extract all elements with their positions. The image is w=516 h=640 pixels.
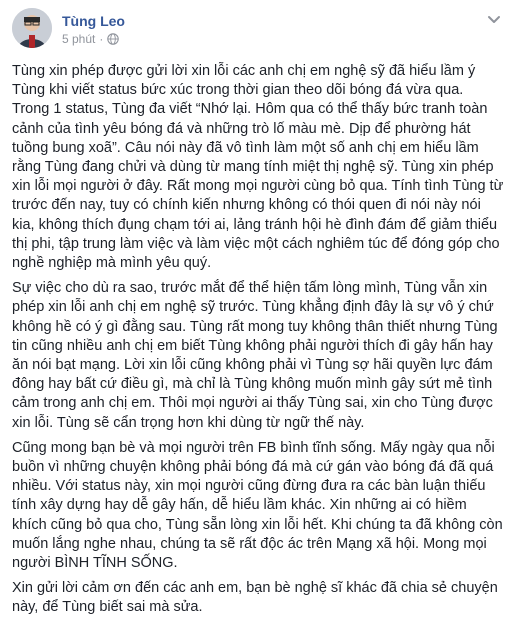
globe-icon: [107, 33, 119, 45]
meta-separator: ·: [99, 32, 104, 46]
post-time[interactable]: 5 phút: [62, 32, 96, 46]
post-meta: [62, 32, 119, 46]
post-paragraph: Sự việc cho dù ra sao, trước mắt để thể hiện tấm lòng mình, Tùng vẫn xin phép xin lỗi anh chị em nghệ sỹ trước. Tùng khẳng định đây là sự vô ý chứ không hề có ý gì đằng sau. Tùng rất mong tuy không thân thiết nhưng Tùng tin cũng nhiều anh chị em biết Tùng không phải người thích đi gây hấn hay ăn nói bạt mạng. Lời xin lỗi cũng không phải vì Tùng sợ hãi quyền lực đám đông hay bất cứ điều gì, mà chỉ là Tùng không muốn mình gây sứt mẻ tình cảm trong anh chị em. Thôi mọi người ai thấy Tùng sai, xin cho Tùng được xin lỗi. Tùng sẽ cẩn trọng hơn khi dùng từ ngữ thế này.: [12, 280, 498, 431]
chevron-down-icon[interactable]: [484, 10, 504, 30]
author-name[interactable]: Tùng Leo: [62, 13, 125, 29]
post-header: [12, 8, 504, 52]
post-paragraph: Cũng mong bạn bè và mọi người trên FB bình tĩnh sống. Mấy ngày qua nỗi buồn vì những chuyện không phải bóng đá mà cứ gán vào bóng đá đã quá nhiều. Với status này, xin mọi người cũng đừng đưa ra các bàn luận thiếu tính xây dựng hay dễ gây hấn, dễ hiểu lầm khác. Xin những ai có hiềm khích cũng bỏ qua cho, Tùng sẵn lòng xin lỗi hết. Khi chúng ta đã không còn muốn lắng nghe nhau, chúng ta sẽ rất độc ác trên Mạng xã hội. Mong mọi người BÌNH TĨNH SỐNG.: [12, 439, 503, 572]
avatar[interactable]: [12, 8, 52, 48]
post-paragraph: Xin gửi lời cảm ơn đến các anh em, bạn bè nghệ sĩ khác đã chia sẻ chuyện này, để Tùng biết sai mà sửa.: [12, 580, 498, 616]
post-content: [12, 62, 504, 624]
post-paragraph: Tùng xin phép được gửi lời xin lỗi các anh chị em nghệ sỹ đã hiểu lầm ý Tùng khi viết status bức xúc trong thời gian theo dõi bóng đá vừa qua. Trong 1 status, Tùng đa viết “Nhớ lại. Hôm qua có thể thấy bức tranh toàn cảnh của tình yêu bóng đá và những trò lố màu mè. Dịp để phường hát tuồng bung xoã”. Câu nói này đã vô tình làm một số anh chị em hiểu lầm rằng Tùng đang chửi và dùng từ mang tính miệt thị nghệ sỹ. Tùng xin phép xin lỗi mọi người ở đây. Rất mong mọi người cùng bỏ qua. Tính tình Tùng từ trước đến nay, tuy có chính kiến nhưng không có thói quen đi nói này nói kia, không thích đụng chạm tới ai, lảng tránh hội hè đình đám để giảm thiểu thị phi, tập trung làm việc và làm việc một cách nghiêm túc để đóng góp cho nghề nghiệp mà mình yêu quý.: [12, 63, 504, 272]
